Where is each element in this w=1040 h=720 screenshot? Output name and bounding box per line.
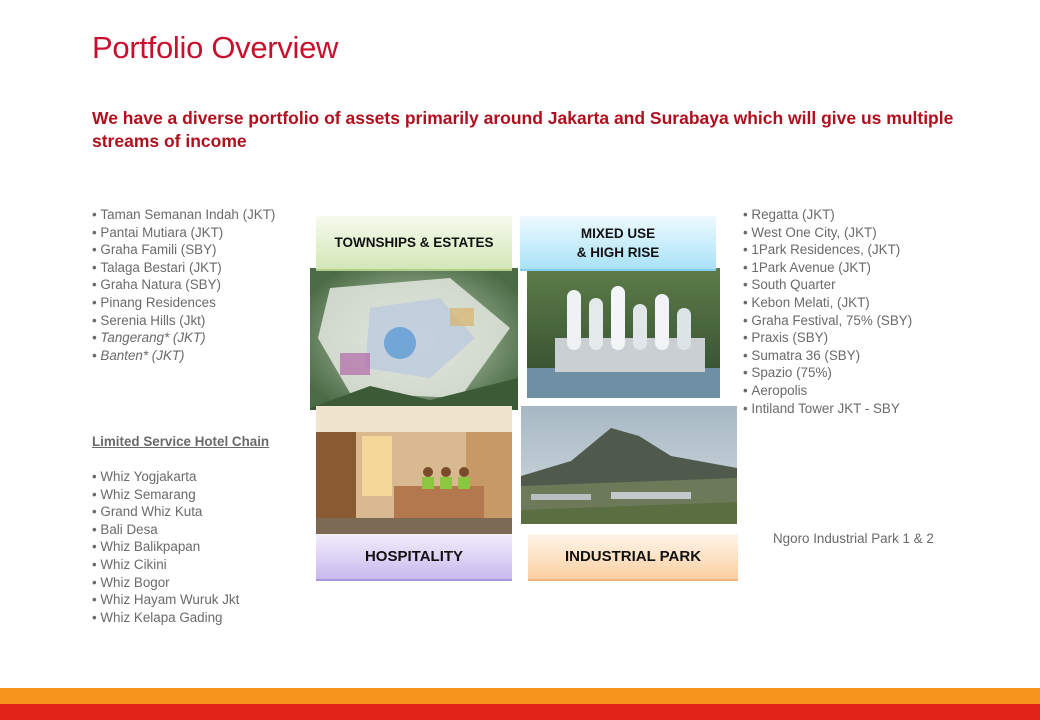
townships-estates-label: TOWNSHIPS & ESTATES [316,216,512,271]
township-masterplan-photo [310,268,518,410]
list-item: • Tangerang* (JKT) [92,329,275,347]
mixed-use-label-line2: & HIGH RISE [576,244,660,260]
hotel-lobby-photo [316,406,512,534]
list-item: • Whiz Semarang [92,486,239,504]
list-item: • Grand Whiz Kuta [92,503,239,521]
page-subtitle: We have a diverse portfolio of assets primarily around Jakarta and Surabaya which will give us multiple streams of income [92,108,954,151]
industrial-park-label: INDUSTRIAL PARK [528,534,738,581]
list-item: • Graha Famili (SBY) [92,241,275,259]
mixed-use-towers-photo [527,268,720,398]
list-item: • Aeropolis [743,382,912,400]
list-item: • Whiz Kelapa Gading [92,609,239,627]
industrial-park-note: Ngoro Industrial Park 1 & 2 [773,531,934,546]
list-item: • Whiz Yogjakarta [92,468,239,486]
list-item: • West One City, (JKT) [743,224,912,242]
list-item: • Spazio (75%) [743,364,912,382]
mixed-use-list [743,206,912,417]
list-item: • 1Park Residences, (JKT) [743,241,912,259]
list-item: • South Quarter [743,276,912,294]
list-item: • Talaga Bestari (JKT) [92,259,275,277]
list-item: • Kebon Melati, (JKT) [743,294,912,312]
list-item: • Sumatra 36 (SBY) [743,347,912,365]
list-item: • Whiz Balikpapan [92,538,239,556]
list-item: • Praxis (SBY) [743,329,912,347]
hotel-list [92,468,239,626]
list-item: • Banten* (JKT) [92,347,275,365]
mixed-use-label-line1: MIXED USE [580,225,656,241]
list-item: • Graha Festival, 75% (SBY) [743,312,912,330]
mixed-use-label [520,216,716,271]
hotel-chain-heading: Limited Service Hotel Chain [92,434,270,449]
list-item: • Pantai Mutiara (JKT) [92,224,275,242]
list-item: • Whiz Hayam Wuruk Jkt [92,591,239,609]
list-item: • Taman Semanan Indah (JKT) [92,206,275,224]
townships-list [92,206,275,364]
list-item: • Whiz Cikini [92,556,239,574]
list-item: • Graha Natura (SBY) [92,276,275,294]
list-item: • Intiland Tower JKT - SBY [743,400,912,418]
list-item: • Bali Desa [92,521,239,539]
list-item: • Pinang Residences [92,294,275,312]
footer-orange-bar [0,688,1040,704]
hospitality-label: HOSPITALITY [316,534,512,581]
page-title: Portfolio Overview [92,30,339,65]
footer-red-bar [0,704,1040,720]
list-item: • Whiz Bogor [92,574,239,592]
list-item: • Serenia Hills (Jkt) [92,312,275,330]
industrial-park-photo [521,406,737,524]
list-item: • 1Park Avenue (JKT) [743,259,912,277]
list-item: • Regatta (JKT) [743,206,912,224]
